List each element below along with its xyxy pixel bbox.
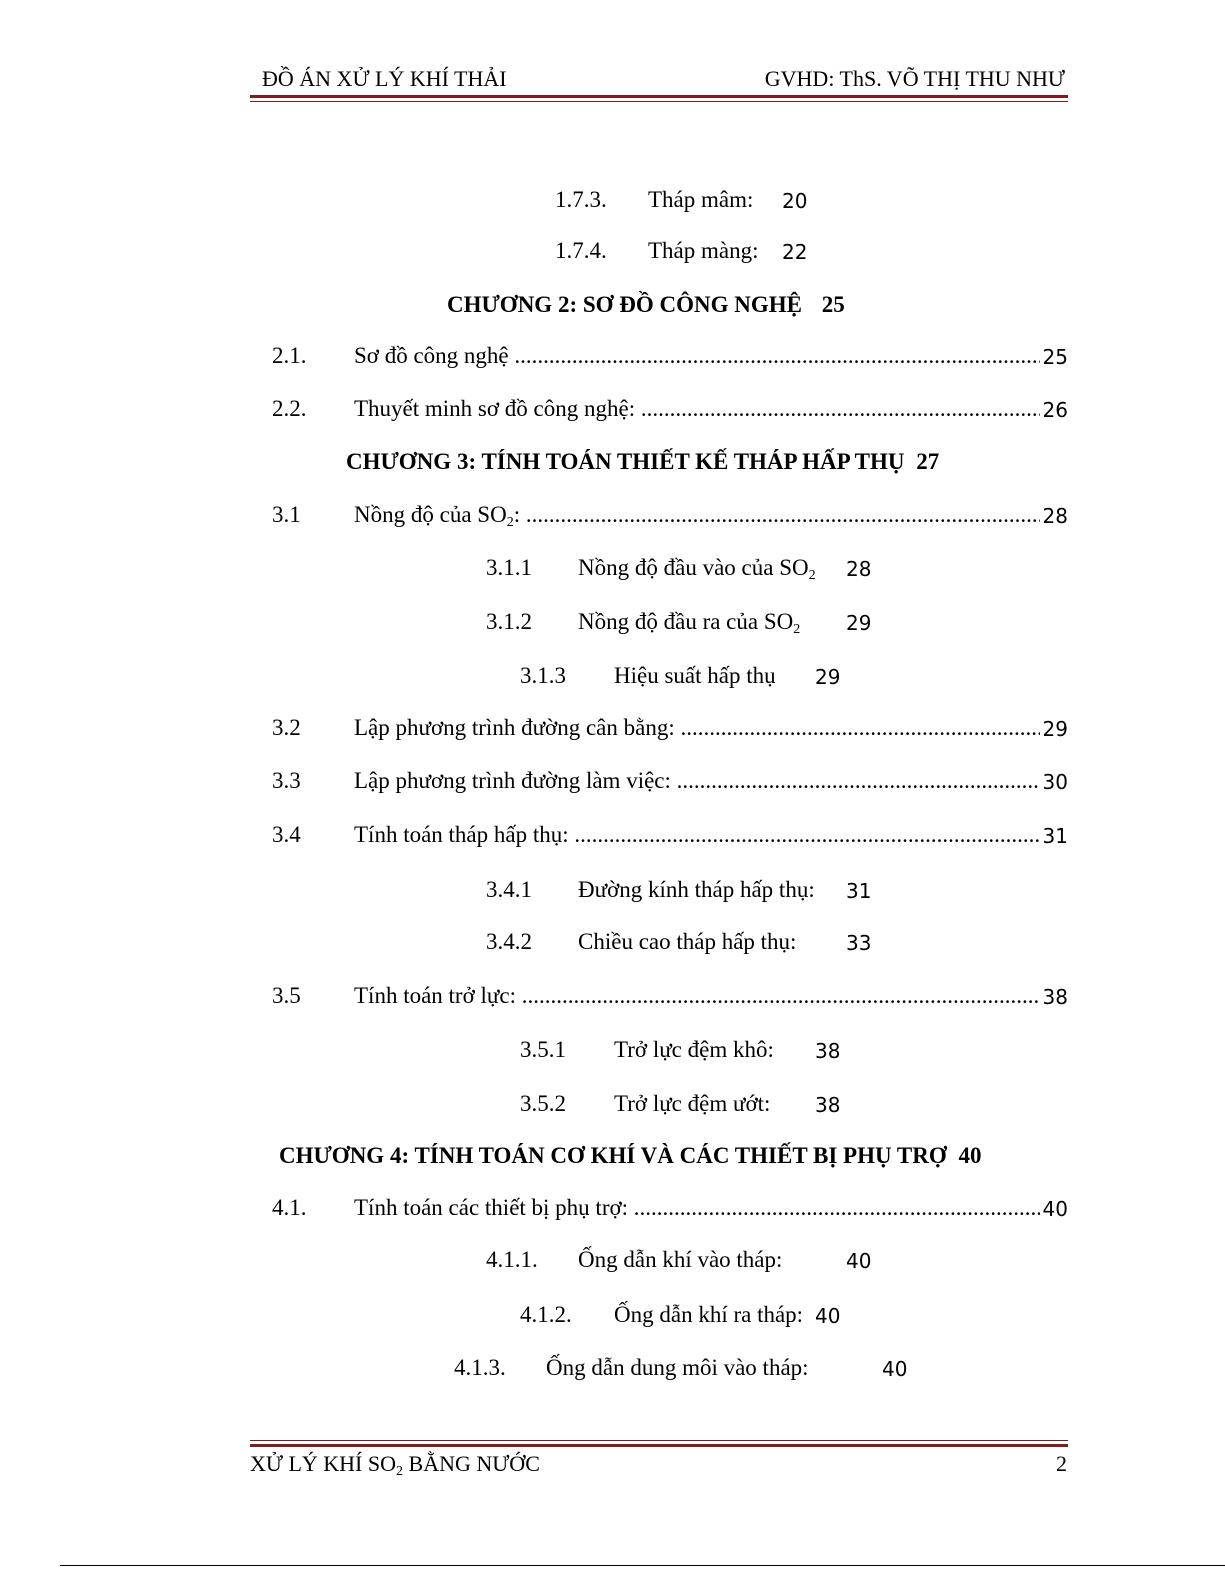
toc-title: Nồng độ của $SO_2$: xyxy=(354,502,521,528)
toc-number: 3.5.2 xyxy=(520,1091,566,1116)
toc-title: Nồng độ đầu ra của $SO_2$ xyxy=(578,609,801,637)
toc-page: 28 xyxy=(846,557,872,581)
toc-title: Tính toán tháp hấp thụ: xyxy=(354,822,569,847)
toc-page: 38 xyxy=(1042,985,1068,1009)
toc-page: 38 xyxy=(815,1093,841,1117)
toc-number: 1.7.4. xyxy=(555,238,607,263)
toc-entry[interactable] xyxy=(272,768,1068,798)
toc-page: 31 xyxy=(1042,824,1068,848)
toc-entry[interactable] xyxy=(520,1302,841,1328)
toc-title: Trở lực đệm khô: xyxy=(614,1037,774,1062)
toc-title: Tính toán trở lực: xyxy=(354,983,516,1008)
chapter-page: 27 xyxy=(916,449,940,474)
toc-entry[interactable] xyxy=(272,983,1068,1013)
toc-entry[interactable] xyxy=(272,822,1068,852)
toc-title: Nồng độ đầu vào của $SO_2$ xyxy=(578,555,816,583)
toc-entry[interactable] xyxy=(486,1247,872,1273)
toc-page: 29 xyxy=(815,665,841,689)
toc-number: 3.5 xyxy=(272,983,301,1008)
toc-title: Chiều cao tháp hấp thụ: xyxy=(578,929,797,954)
toc-number: 4.1. xyxy=(272,1195,307,1220)
toc-entry[interactable] xyxy=(272,502,1068,532)
toc-title: Thuyết minh sơ đồ công nghệ: xyxy=(354,396,636,421)
toc-entry[interactable] xyxy=(486,609,872,637)
toc-page: 20 xyxy=(782,189,808,213)
toc-entry[interactable] xyxy=(555,187,808,213)
toc-page: 40 xyxy=(815,1304,841,1328)
toc-page: 40 xyxy=(846,1249,872,1273)
toc-page: 22 xyxy=(782,240,808,264)
toc-page: 30 xyxy=(1042,770,1068,794)
toc-page: 26 xyxy=(1042,398,1068,422)
header-rule-thin xyxy=(250,101,1068,102)
toc-page: 29 xyxy=(846,611,872,635)
toc-title: Đường kính tháp hấp thụ: xyxy=(578,877,815,902)
chapter-title: CHƯƠNG 4: TÍNH TOÁN CƠ KHÍ VÀ CÁC THIẾT BỊ PHỤ TRỢ xyxy=(279,1143,947,1168)
toc-number: 2.2. xyxy=(272,396,307,421)
toc-number: 3.4 xyxy=(272,822,301,847)
toc-entry[interactable] xyxy=(486,929,872,955)
header-right-instructor: GVHD: ThS. VÕ THỊ THU NHƯ xyxy=(764,66,1065,91)
toc-entry[interactable] xyxy=(272,343,1068,373)
toc-number: 3.1 xyxy=(272,502,301,527)
toc-page: 40 xyxy=(882,1357,908,1381)
toc-chapter-3[interactable] xyxy=(346,449,939,475)
toc-title: Lập phương trình đường cân bằng: xyxy=(354,715,675,740)
toc-page: 40 xyxy=(1042,1197,1068,1221)
header-left-title: ĐỒ ÁN XỬ LÝ KHÍ THẢI xyxy=(262,66,507,91)
toc-page: 38 xyxy=(815,1039,841,1063)
toc-title: Tháp mâm: xyxy=(648,187,754,212)
toc-number: 1.7.3. xyxy=(555,187,607,212)
toc-entry[interactable] xyxy=(520,1091,841,1117)
toc-title: Ống dẫn khí ra tháp: xyxy=(614,1302,804,1327)
chapter-title: CHƯƠNG 3: TÍNH TOÁN THIẾT KẾ THÁP HẤP THỤ xyxy=(346,449,905,474)
chapter-page: 40 xyxy=(958,1143,982,1168)
toc-number: 3.5.1 xyxy=(520,1037,566,1062)
toc-number: 3.1.2 xyxy=(486,609,532,634)
toc-page: 31 xyxy=(846,879,872,903)
toc-number: 4.1.1. xyxy=(486,1247,538,1272)
toc-title: Ống dẫn khí vào tháp: xyxy=(578,1247,783,1272)
toc-number: 3.4.1 xyxy=(486,877,532,902)
toc-page: 29 xyxy=(1042,717,1068,741)
toc-number: 3.1.1 xyxy=(486,555,532,580)
page-number: 2 xyxy=(1056,1451,1067,1476)
toc-entry[interactable] xyxy=(555,238,808,264)
toc-number: 3.4.2 xyxy=(486,929,532,954)
toc-number: 3.3 xyxy=(272,768,301,793)
toc-entry[interactable] xyxy=(520,1037,841,1063)
toc-title: Tháp màng: xyxy=(648,238,759,263)
toc-entry[interactable] xyxy=(272,1195,1068,1225)
chapter-title: CHƯƠNG 2: SƠ ĐỒ CÔNG NGHỆ xyxy=(447,292,803,317)
toc-page: 33 xyxy=(846,931,872,955)
toc-title: Tính toán các thiết bị phụ trợ: xyxy=(354,1195,629,1220)
footer-title: XỬ LÝ KHÍ $SO_2$ BẰNG NƯỚC xyxy=(250,1451,540,1479)
toc-number: 3.1.3 xyxy=(520,663,566,688)
toc-page: 25 xyxy=(1042,345,1068,369)
chapter-page: 25 xyxy=(821,292,845,317)
toc-entry[interactable] xyxy=(272,715,1068,745)
toc-entry[interactable] xyxy=(486,555,872,583)
toc-entry[interactable] xyxy=(454,1355,908,1381)
toc-entry[interactable] xyxy=(272,396,1068,426)
toc-entry[interactable] xyxy=(486,877,872,903)
toc-entry[interactable] xyxy=(520,663,841,689)
toc-page: 28 xyxy=(1042,504,1068,528)
toc-chapter-4[interactable] xyxy=(279,1143,982,1169)
toc-number: 4.1.2. xyxy=(520,1302,572,1327)
toc-number: 3.2 xyxy=(272,715,301,740)
footer-rule-thick xyxy=(250,1444,1068,1447)
toc-chapter-2[interactable] xyxy=(447,292,845,318)
toc-number: 4.1.3. xyxy=(454,1355,506,1380)
toc-title: Trở lực đệm ướt: xyxy=(614,1091,771,1116)
toc-title: Sơ đồ công nghệ xyxy=(354,343,509,368)
toc-number: 2.1. xyxy=(272,343,307,368)
toc-title: Hiệu suất hấp thụ xyxy=(614,663,776,688)
toc-title: Lập phương trình đường làm việc: xyxy=(354,768,671,793)
page-edge-line xyxy=(60,1565,1225,1566)
header-rule-thick xyxy=(250,95,1068,98)
footer-rule-thin xyxy=(250,1440,1068,1441)
toc-title: Ống dẫn dung môi vào tháp: xyxy=(546,1355,809,1380)
